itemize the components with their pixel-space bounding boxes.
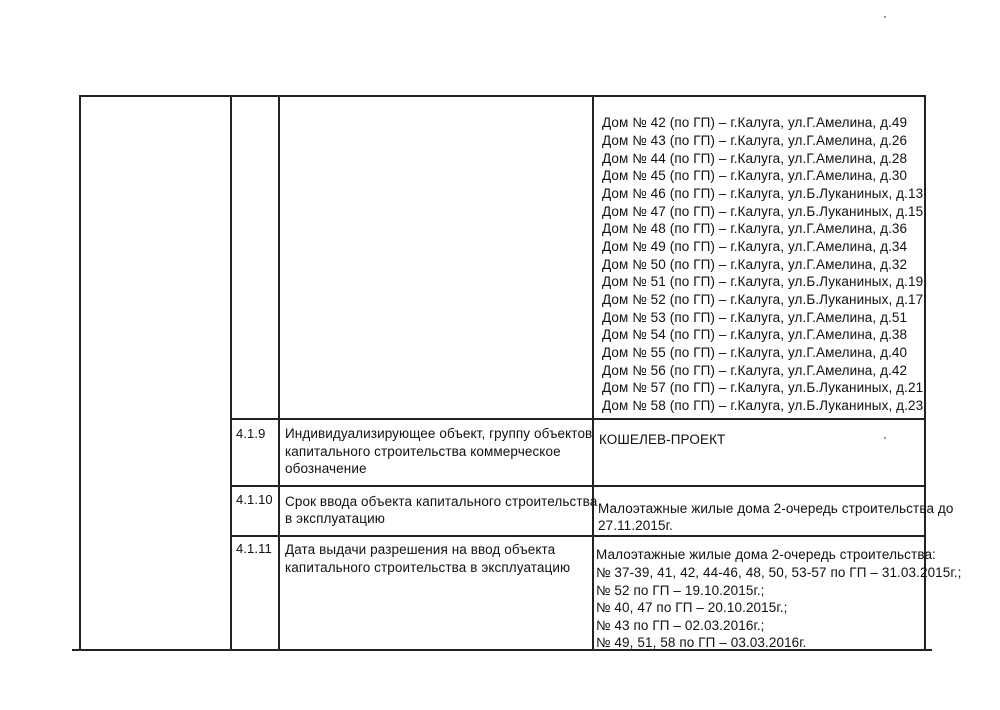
table-top-border [80,95,925,97]
col-divider-3 [592,95,594,650]
house-list-item: Дом № 42 (по ГП) – г.Калуга, ул.Г.Амелина, д.49 [602,115,908,130]
house-list-item: Дом № 55 (по ГП) – г.Калуга, ул.Г.Амелина, д.40 [602,345,908,360]
row-value-line: № 49, 51, 58 по ГП – 03.03.2016г. [596,635,807,650]
house-list-item: Дом № 54 (по ГП) – г.Калуга, ул.Г.Амелина, д.38 [602,327,908,342]
row-value-line: Малоэтажные жилые дома 2-очередь строительства до [598,501,954,516]
row-value-line: КОШЕЛЕВ-ПРОЕКТ [599,432,726,447]
row-number: 4.1.10 [236,492,273,507]
row-value-line: № 40, 47 по ГП – 20.10.2015г.; [596,600,788,615]
col-divider-1 [230,95,232,650]
house-list-item: Дом № 44 (по ГП) – г.Калуга, ул.Г.Амелина, д.28 [602,151,908,166]
house-list-item: Дом № 57 (по ГП) – г.Калуга, ул.Б.Луканиных, д.21 [602,380,924,395]
house-list-item: Дом № 53 (по ГП) – г.Калуга, ул.Г.Амелина, д.51 [602,310,908,325]
house-list-item: Дом № 45 (по ГП) – г.Калуга, ул.Г.Амелина, д.30 [602,168,908,183]
house-list-item: Дом № 50 (по ГП) – г.Калуга, ул.Г.Амелина, д.32 [602,257,908,272]
scan-speck [884,437,886,439]
row-divider-3 [230,535,925,537]
row-label-line: Дата выдачи разрешения на ввод объекта [285,542,556,557]
row-divider-1 [230,418,925,420]
scan-speck [884,16,886,18]
row-value-line: № 43 по ГП – 02.03.2016г.; [596,618,765,633]
row-value-line: Малоэтажные жилые дома 2-очередь строительства: [596,547,936,562]
row-label-line: в эксплуатацию [285,511,385,526]
row-number: 4.1.9 [236,426,266,441]
row-label-line: капитального строительства в эксплуатацию [285,560,571,575]
house-list-item: Дом № 46 (по ГП) – г.Калуга, ул.Б.Луканиных, д.13 [602,186,924,201]
table-left-border [79,95,81,650]
row-value-line: 27.11.2015г. [598,518,673,533]
row-value-line: № 37-39, 41, 42, 44-46, 48, 50, 53-57 по ГП – 31.03.2015г.; [596,565,962,580]
house-list-item: Дом № 43 (по ГП) – г.Калуга, ул.Г.Амелина, д.26 [602,133,908,148]
house-list-item: Дом № 58 (по ГП) – г.Калуга, ул.Б.Луканиных, д.23 [602,398,924,413]
row-label-line: обозначение [285,461,367,476]
row-label-line: капитального строительства коммерческое [285,444,561,459]
col-divider-2 [278,95,280,650]
row-label-line: Срок ввода объекта капитального строительства [285,494,598,509]
row-number: 4.1.11 [236,541,272,556]
house-list-item: Дом № 52 (по ГП) – г.Калуга, ул.Б.Луканиных, д.17 [602,292,924,307]
house-list-item: Дом № 56 (по ГП) – г.Калуга, ул.Г.Амелина, д.42 [602,363,908,378]
row-label-line: Индивидуализирующее объект, группу объектов [285,426,593,441]
house-list-item: Дом № 48 (по ГП) – г.Калуга, ул.Г.Амелина, д.36 [602,221,908,236]
row-value-line: № 52 по ГП – 19.10.2015г.; [596,583,765,598]
house-list-item: Дом № 51 (по ГП) – г.Калуга, ул.Б.Луканиных, д.19 [602,274,924,289]
house-list-item: Дом № 49 (по ГП) – г.Калуга, ул.Г.Амелина, д.34 [602,239,908,254]
row-divider-2 [230,485,925,487]
house-list-item: Дом № 47 (по ГП) – г.Калуга, ул.Б.Луканиных, д.15 [602,204,924,219]
